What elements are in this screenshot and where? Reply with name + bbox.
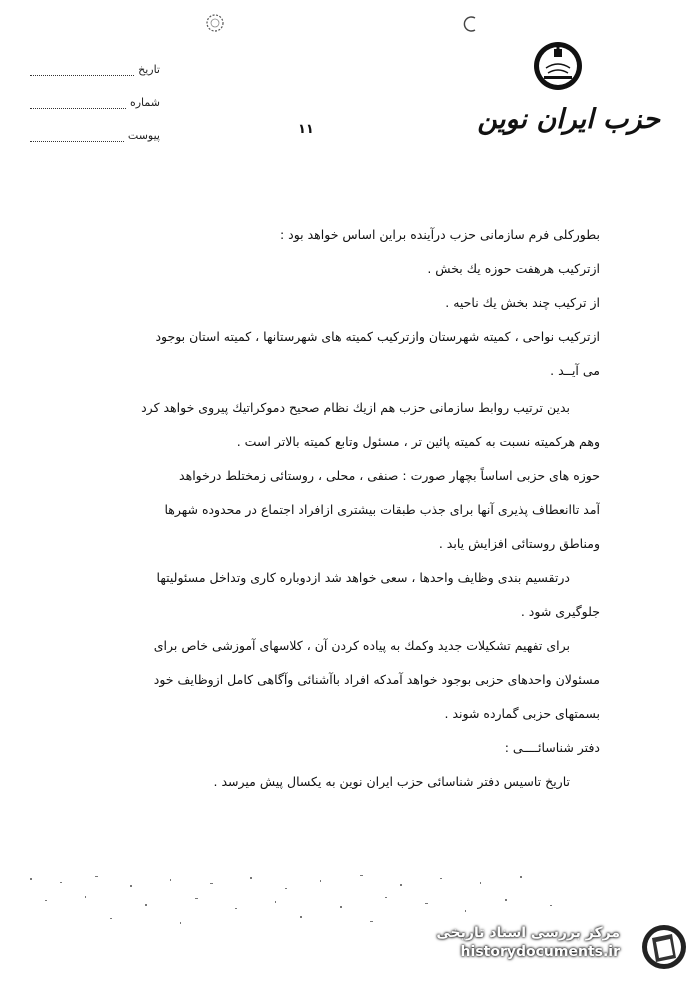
body-line: بسمتهای حزبی گمارده شوند . [444, 706, 600, 721]
body-line: وهم هرکمیته نسبت به کمیته پائین تر ، مسئول وتابع کمیته بالاتر است . [236, 434, 600, 449]
number-label: شماره [129, 96, 160, 109]
body-line: جلوگیری شود . [520, 604, 600, 619]
date-field [30, 58, 160, 76]
closing-line: تاریخ تاسیس دفتر شناسائی حزب ایران نوین به یکسال پیش میرسد . [213, 774, 570, 789]
attachment-label: پیوست [127, 129, 160, 142]
body-line: می آیــد . [550, 363, 600, 378]
body-line: آمد تاانعطاف پذیری آنها برای جذب طبقات بیشتری ازافراد اجتماع در محدوده شهرها [164, 502, 600, 517]
body-line: برای تفهیم تشکیلات جدید وکمك به پیاده کردن آن ، کلاسهای آموزشی خاص برای [153, 638, 570, 653]
body-line: بدین ترتیب روابط سازمانی حزب هم ازیك نظام صحیح دموکراتیك پیروی خواهد کرد [141, 400, 570, 415]
archive-name: مرکز بررسی اسناد تاریخی [436, 925, 620, 941]
body-line: درتقسیم بندی وظایف واحدها ، سعی خواهد شد ازدوباره کاری وتداخل مسئولیتها [156, 570, 570, 585]
body-line: ازترکیب نواحی ، کمیته شهرستان وازترکیب کمیته های شهرستانها ، کمیته استان بوجود [155, 329, 600, 344]
subheading-line [40, 739, 600, 757]
document-body [40, 226, 600, 791]
body-line: ازترکیب هرهفت حوزه یك بخش . [427, 261, 600, 276]
date-label: تاریخ [138, 63, 160, 76]
punch-hole-icon [204, 12, 226, 34]
archive-url[interactable]: historydocuments.ir [460, 944, 620, 960]
archive-footer [436, 925, 620, 960]
page-number: ۱۱ [298, 122, 314, 137]
body-line: از ترکیب چند بخش یك ناحیه . [445, 295, 600, 310]
body-line: حوزه های حزبی اساساً بچهار صورت : صنفی ، محلی ، روستائی زمختلط درخواهد [179, 468, 600, 483]
document-meta-fields [30, 58, 160, 157]
attachment-field [30, 124, 160, 142]
body-line: مسئولان واحدهای حزبی بوجود خواهد آمدکه افراد باآشنائی وآگاهی کامل ازوظایف خود [153, 672, 600, 687]
body-line: ومناطق روستائی افزایش یابد . [438, 536, 600, 551]
party-name-heading: حزب ایران نوین [477, 104, 660, 135]
party-emblem-icon [532, 40, 584, 92]
number-field [30, 91, 160, 109]
body-line: بطورکلی فرم سازمانی حزب درآینده براین اساس خواهد بود : [279, 227, 600, 242]
section-subheading: دفتر شناسائــــی : [505, 739, 600, 757]
punch-hole-icon [462, 14, 480, 34]
